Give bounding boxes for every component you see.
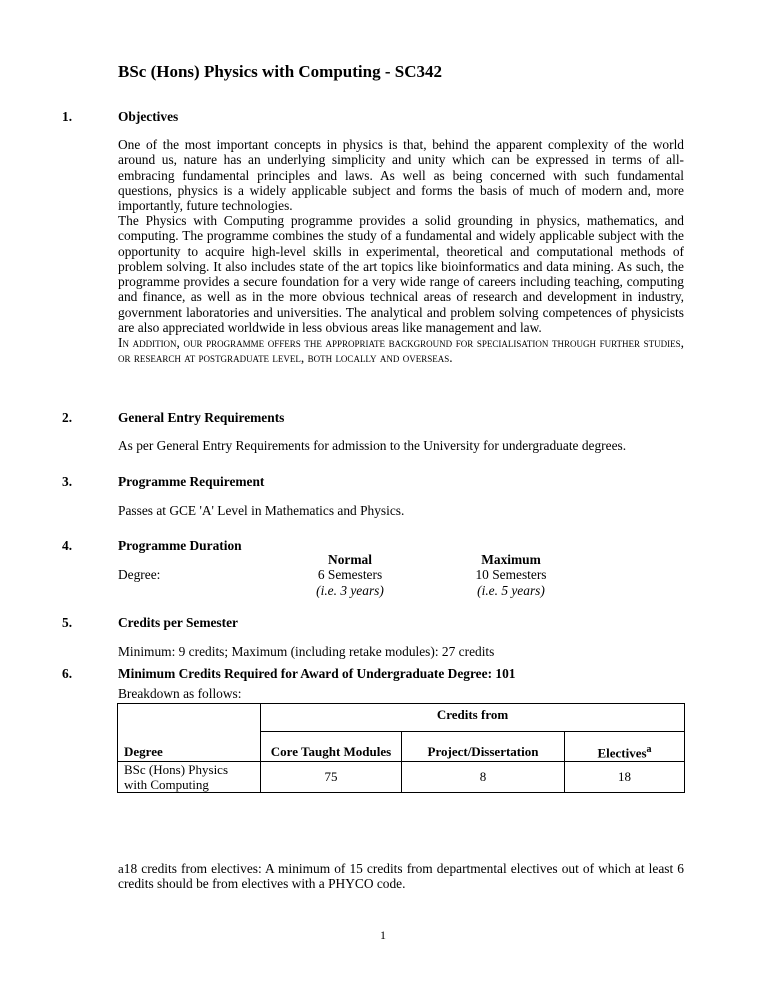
electives-header: Electives$^a$ bbox=[565, 732, 685, 762]
electives-credits-cell: 18 bbox=[565, 762, 685, 793]
duration-maximum bbox=[456, 552, 566, 598]
core-modules-header: Core Taught Modules bbox=[261, 732, 402, 762]
footnote-text: 18 credits from electives: A minimum of 15 credits from departmental electives out of which at least 6 credits should be from electives with a PHYCO code. bbox=[118, 861, 684, 892]
duration-maximum-value: 10 Semesters bbox=[475, 567, 547, 583]
section-heading: General Entry Requirements bbox=[118, 410, 285, 425]
credits-breakdown-table bbox=[117, 703, 685, 793]
entry-requirements-text: As per General Entry Requirements for admission to the University for undergraduate degrees. bbox=[118, 438, 627, 453]
duration-normal-value: 6 Semesters bbox=[317, 567, 383, 583]
objectives-paragraph-3: In addition, our programme offers the appropriate background for specialisation through further studies, or research at postgraduate level, both locally and overseas. bbox=[118, 335, 684, 366]
duration-normal bbox=[300, 552, 400, 598]
table-blank-cell bbox=[118, 704, 261, 732]
breakdown-intro: Breakdown as follows: bbox=[118, 686, 242, 701]
duration-label: Degree: bbox=[118, 567, 161, 582]
document-title: BSc (Hons) Physics with Computing - SC342 bbox=[118, 62, 442, 81]
page-number: 1 bbox=[380, 928, 386, 942]
duration-normal-note: (i.e. 3 years) bbox=[316, 582, 384, 598]
section-number: 1. bbox=[62, 109, 73, 124]
section-number: 3. bbox=[62, 474, 73, 489]
programme-requirement-text: Passes at GCE 'A' Level in Mathematics and Physics. bbox=[118, 503, 405, 518]
core-credits-cell: 75 bbox=[261, 762, 402, 793]
footnote-mark: a bbox=[118, 861, 124, 876]
degree-name-cell: BSc (Hons) Physics with Computing bbox=[118, 762, 261, 793]
degree-header: Degree bbox=[118, 732, 261, 762]
duration-maximum-note: (i.e. 5 years) bbox=[477, 582, 545, 598]
section-heading: Minimum Credits Required for Award of Undergraduate Degree: 101 bbox=[118, 666, 516, 681]
section-heading: Credits per Semester bbox=[118, 615, 238, 630]
section-heading: Programme Duration bbox=[118, 538, 242, 553]
section-heading: Objectives bbox=[118, 109, 179, 124]
section-heading: Programme Requirement bbox=[118, 474, 265, 489]
duration-normal-head: Normal bbox=[328, 552, 372, 567]
credits-from-header: Credits from bbox=[261, 704, 685, 732]
credits-per-semester-text: Minimum: 9 credits; Maximum (including retake modules): 27 credits bbox=[118, 644, 495, 659]
section-number: 6. bbox=[62, 666, 73, 681]
footnote-marker: a bbox=[646, 744, 652, 755]
project-dissertation-header: Project/Dissertation bbox=[402, 732, 565, 762]
section-number: 4. bbox=[62, 538, 73, 553]
objectives-paragraph-1: One of the most important concepts in physics is that, behind the apparent complexity of the world around us, nature has an underlying simplicity and unity which can be expressed in terms of all-embracing fundamental principles and laws. As well as being concerned with such fundamental questions, physics is a widely applicable subject and forms the basis of much of modern and, more importantly, future technologies. bbox=[118, 137, 684, 214]
objectives-paragraph-2: The Physics with Computing programme provides a solid grounding in physics, mathematics, and computing. The programme combines the study of a fundamental and widely applicable subject with the opportunity to acquire high-level skills in experimental, theoretical and computational methods of problem solving. It also includes state of the art topics like bioinformatics and data mining. As such, the programme provides a secure foundation for a very wide range of careers including teaching, computing and finance, as well as in the more obvious technical areas of research and development in industry, government laboratories and universities. The analytical and problem solving competences of physicists are also appreciated worldwide in less obvious areas like management and law. bbox=[118, 213, 684, 336]
electives-footnote bbox=[118, 861, 684, 892]
section-number: 2. bbox=[62, 410, 73, 425]
duration-maximum-head: Maximum bbox=[481, 552, 541, 567]
section-number: 5. bbox=[62, 615, 73, 630]
project-credits-cell: 8 bbox=[402, 762, 565, 793]
